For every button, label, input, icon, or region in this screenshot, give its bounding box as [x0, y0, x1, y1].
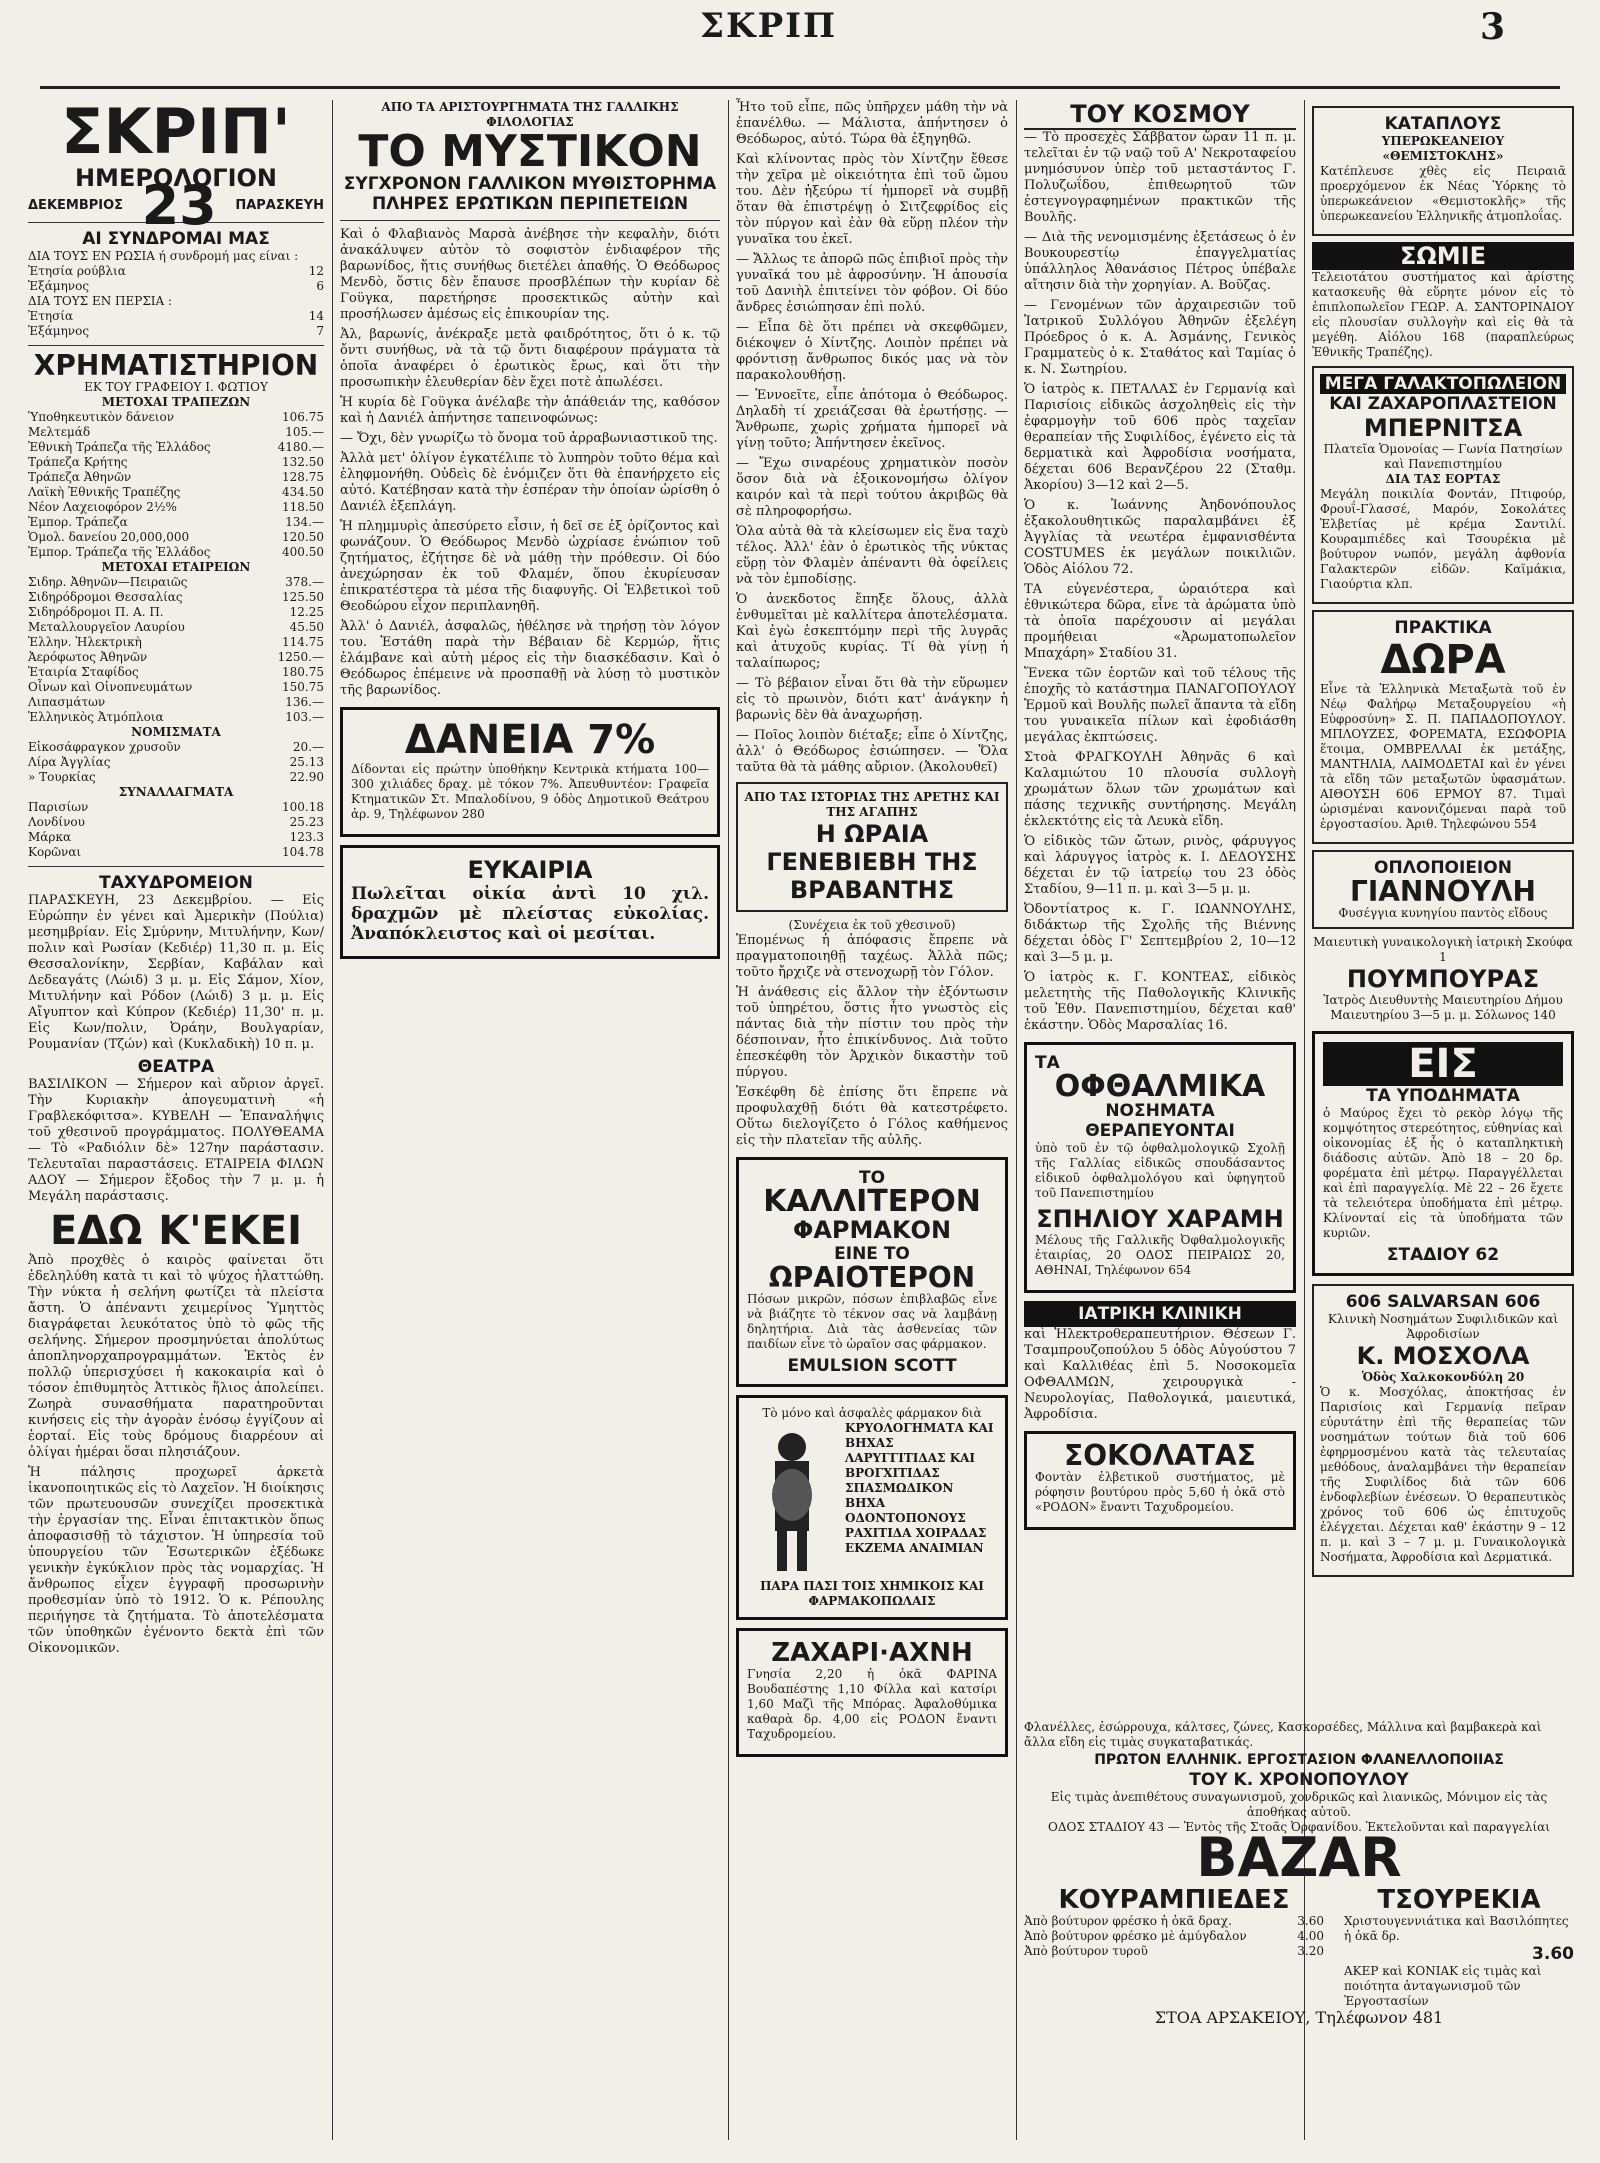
exchange-value: 400.50 — [282, 545, 324, 559]
divider — [28, 345, 324, 346]
ad-medicine-title-2: ΩΡΑΙΟΤΕΡΟΝ — [768, 1261, 976, 1294]
bazar-price-label: Ἀπὸ βούτυρον τυροῦ — [1024, 1944, 1148, 1958]
ad-remedy-text: Τὸ μόνο καὶ ἀσφαλὲς φάρμακον διὰ — [762, 1406, 982, 1420]
ad-gifts-title: ΔΩΡΑ — [1380, 637, 1506, 683]
bazar-price-value: 4.00 — [1297, 1929, 1324, 1943]
subscriptions-persia: ΔΙΑ ΤΟΥΣ ΕΝ ΠΕΡΣΙΑ : — [28, 294, 173, 308]
serial-paragraph: — Τὸ βέβαιον εἶναι ὅτι θὰ τὴν εὕρωμεν εἰς τὸ πρωινὸν, διότι κατ' ἀνάγκην ἡ βαρωνὶς δὲν θὰ ἀναχωρήσῃ. — [736, 676, 1008, 723]
subscription-label: Ἑξάμηνος — [28, 324, 90, 338]
serial-kicker: ΑΠΟ ΤΑ ΑΡΙΣΤΟΥΡΓΗΜΑΤΑ ΤΗΣ ΓΑΛΛΙΚΗΣ ΦΙΛΟΛΟΓΙΑΣ — [381, 100, 679, 129]
society-body — [1024, 130, 1296, 1034]
bazar-price-value: 3.20 — [1297, 1944, 1324, 1958]
exchange-label: Τράπεζα Ἀθηνῶν — [28, 470, 132, 484]
ad-eye-sub-2: ΘΕΡΑΠΕΥΟΝΤΑΙ — [1085, 1121, 1235, 1141]
exchange-value: 150.75 — [282, 680, 324, 694]
ad-arrival — [1312, 106, 1574, 236]
exchange-value: 128.75 — [282, 470, 324, 484]
society-item: — Γενομένων τῶν ἀρχαιρεσιῶν τοῦ Ἰατρικοῦ Συλλόγου Ἀθηνῶν ἐξελέγη Πρόεδρος ὁ κ. Α. Ἀσμάνης, Γενικὸς Γραμματεὺς ὁ κ. Σταθάτος καὶ Ταμίας ὁ κ. Ν. Σωτηρίου. — [1024, 298, 1296, 377]
subscription-row — [28, 324, 324, 339]
ad-flannel-title: ΠΡΩΤΟΝ ΕΛΛΗΝΙΚ. ΕΡΓΟΣΤΑΣΙΟΝ ΦΛΑΝΕΛΛΟΠΟΙΙΑΣ — [1094, 1752, 1504, 1768]
exchange-row — [28, 590, 324, 605]
exchange-row — [28, 710, 324, 725]
column-serial — [340, 100, 720, 2140]
exchange-label: Ἑλλην. Ἠλεκτρικὴ — [28, 635, 142, 649]
ad-dairy-text: Μεγάλη ποικιλία Φοντάν, Πτιφούρ, Φρουΐ-Γλασσέ, Μαρόν, Σοκολάτες Ἑλβετίας μὲ κρέμα Σαντιλί. Κουραμπιέδες καὶ Τσουρέκια μὲ βούτυρον νωπόν, μεγάλη ἀφθονία Γαλακτερῶν εἰδῶν. Καϊμάκια, Γιαούρτια κλπ. — [1320, 487, 1566, 591]
fx-value: 123.3 — [289, 830, 324, 844]
serial-paragraph: Ἡ κυρία δὲ Γοϋγκα ἀνέλαβε τὴν ἀπάθειάν της, καθόσον καὶ ἡ Δανιέλ ἀπήντησε ταπεινοφώνως: — [340, 395, 720, 426]
coin-row — [28, 755, 324, 770]
serial-paragraph: Ἀλλὰ μετ' ὀλίγον ἐγκατέλιπε τὸ λυπηρὸν τοῦτο θέμα καὶ ἐληφμονήθη. Οὐδεὶς δὲ ἐνόμιζεν ὅτι θὰ ἐπανήρχετο εἰς αὐτό. Κατέβησαν κατὰ τὴν ἑσπέραν τὴν ὁποίαν ὡρίσθη ὁ Δανιέλ ἐξεπλάγη. — [340, 451, 720, 514]
serial-body — [340, 227, 720, 699]
bazar-price-row — [1024, 1944, 1324, 1959]
exchange-row — [28, 530, 324, 545]
ad-eye-name: ΣΠΗΛΙΟΥ ΧΑΡΑΜΗ — [1036, 1205, 1284, 1233]
exchange-value: 125.50 — [282, 590, 324, 604]
fx-row — [28, 800, 324, 815]
masthead — [0, 0, 1600, 96]
exchange-value: 1250.— — [277, 650, 324, 664]
fx-value: 100.18 — [282, 800, 324, 814]
serial-paragraph: Καὶ ὁ Φλαβιανὸς Μαρσὰ ἀνέβησε τὴν κεφαλὴν, διότι ἀνακάλυψεν αὐτὸν τὸ σοφιστὸν ἐνδιαφέρον τῆς βαρωνίδος, ἥτις συνήθως διετέλει ἀπαθής. Ὁ Θεόδωρος Μενδὸ, ὅστις δὲν ἔπαυσε προσβλέπων τὴν κυρίαν δὲ Γοϋγκα, παρετήρησε προσεκτικῶς αὐτὴν καὶ προσήλωσεν ἀμέσως εἰς ἐπικουρίαν της. — [340, 227, 720, 322]
coin-label: Λίρα Ἀγγλίας — [28, 755, 111, 769]
fx-row — [28, 830, 324, 845]
ad-medicine — [736, 1157, 1008, 1387]
fisherman-icon — [747, 1425, 837, 1575]
subscription-value: 12 — [308, 264, 324, 278]
exchange-value: 120.50 — [282, 530, 324, 544]
here-text: Ἀπὸ προχθὲς ὁ καιρὸς φαίνεται ὅτι ἐδεληλύθη κατὰ τι καὶ τὸ ψύχος ἠλαττώθη. Τὴν νύκτα ἡ σελήνη φωτίζει τὰ πλείστα ἄστη. Ὁ ἀπέναντι χειμερίνος Ὑμηττὸς διαγράφεται λευκότατος ὑπὸ τὸ φῶς τῆς σελήνης. Σήμερον προσμηνύεται ἀπολύτως ἀποπληνορχαπρογραμμάτων. Ἐκτὸς ἐν πολλῷ ὑπερισχύσει ἡ κακοκαιρία καὶ ὁ τόσον ἐπιθυμητὸς Ἀττικὸς ἥλιος ἀπολείπει. Ζωηρὰ συνασθήματα παρατηροῦνται κινήσεις εἰς τὴν ἀγορὰν ἐνόσῳ ἐγγίζουν αἱ ἑορταί. Εἰς τοὺς δρόμους διαρρέουν αἱ ὀλίγαι ἡμέραι ὅσαι πλησιάζουν. — [28, 1253, 324, 1460]
exchange-label: Ἐμπορ. Τράπεζα — [28, 515, 128, 529]
exchange-row — [28, 500, 324, 515]
fx-label: Παρισίων — [28, 800, 89, 814]
almanac-heading: ΗΜΕΡΟΛΟΓΙΟΝ — [74, 164, 278, 192]
story2-paragraph: Ἡ ἀνάθεσις εἰς ἄλλον τὴν ἐξόντωσιν τοῦ ὑπηρέτου, ὅστις ἦτο γνωστὸς εἰς πάντας διὰ τὴν πίστιν του πρὸς τὴν δέσποιναν, ἦτο ἐπικίνδυνος. Διὰ τοῦτο ἐπεσκέφθη τὸν Ἀρχικὸν δικαστὴν τοῦ πύργου. — [736, 985, 1008, 1080]
serial-paragraph: Καὶ κλίνοντας πρὸς τὸν Χίντζην ἔθεσε τὴν χεῖρα μὲ οἰκειότητα ἐπὶ τοῦ ὤμου του. Δὲν ἠξεύρω τί ἠμπορεῖ νὰ συμβῇ ὅταν θὰ ἐπιστρέψῃ ὁ Σιτζεφρίδος εἰς τὸν πύργον καὶ ἐὰν θὰ εὕρῃ πλέον τὴν γυναῖκα του ἐκεῖ. — [736, 152, 1008, 247]
exchange-heading: ΧΡΗΜΑΤΙΣΤΗΡΙΟΝ — [33, 349, 319, 382]
ad-gifts-text: Εἶνε τὰ Ἑλληνικὰ Μεταξωτὰ τοῦ ἐν Νέῳ Φαλήρῳ Μεταξουργείου «ἡ Εὐφροσύνη» Σ. Π. ΠΑΠΑΔΟΠΟΥΛΟΥ. ΜΠΛΟΥΖΕΣ, ΦΟΡΕΜΑΤΑ, ΕΣΩΦΟΡΙΑ ἕτοιμα, ΟΜΒΡΕΛΛΑΙ ἐκ μετάξης, ΜΑΝΤΗΛΙΑ, ΛΑΙΜΟΔΕΤΑΙ καὶ ἐν γένει τὰ εἴδη τῶν μεταξωτῶν ὑφασμάτων. ΑΙΘΟΥΣΗ 606 ΕΡΜΟΥ 87. Τιμαὶ ὡρισμέναι κανονιζόμεναι παρὰ τοῦ ἐργοστασίου. Ἀριθ. Τηλεφώνου 554 — [1320, 682, 1566, 831]
exchange-value: 136.— — [285, 695, 324, 709]
society-item: Ὁ εἰδικὸς τῶν ὤτων, ρινὸς, φάρυγγος καὶ λάρυγγος ἰατρὸς κ. Ι. ΔΕΔΟΥΣΗΣ δέχεται ἐν τῷ ἰατρείῳ του 23 ὁδὸς Σταδίου, 9—11 π. μ. καὶ 3—5 μ. μ. — [1024, 834, 1296, 897]
date-month: ΔΕΚΕΜΒΡΙΟΣ — [28, 198, 124, 213]
ad-dairy-name: ΜΠΕΡΝΙΤΣΑ — [1363, 414, 1523, 442]
ad-sugar-title: ΖΑΧΑΡΙ·ΑΧΝΗ — [771, 1638, 973, 1668]
bazar-price-row — [1024, 1914, 1324, 1929]
ad-flannel-text: Φλανέλλες, ἐσώρρουχα, κάλτσες, ζώνες, Κασκορσέδες, Μάλλινα καὶ βαμβακερὰ καὶ ἄλλα εἴδη εἰς τιμὰς συγκαταβατικάς. — [1024, 1720, 1542, 1749]
story2-body — [736, 933, 1008, 1149]
exchange-companies-list — [28, 575, 324, 725]
ad-salvarsan-title: 606 SALVARSAN 606 — [1345, 1292, 1541, 1312]
coins-heading: ΝΟΜΙΣΜΑΤΑ — [131, 725, 221, 739]
ad-loans-title: ΔΑΝΕΙΑ 7% — [404, 717, 656, 763]
ad-arrival-text: Κατέπλευσε χθὲς εἰς Πειραιᾶ προερχόμενον ἐκ Νέας Ὑόρκης τὸ ὑπερωκεάνειον «Θεμιστοκλῆς» τῆς ὑπερωκεανείου Ἑλληνικῆς ἀτμοπλοΐας. — [1320, 164, 1566, 223]
exchange-label: Σιδηρόδρομοι Π. Α. Π. — [28, 605, 164, 619]
post-heading: ΤΑΧΥΔΡΟΜΕΙΟΝ — [99, 873, 253, 893]
ad-dairy-title-2: ΚΑΙ ΖΑΧΑΡΟΠΛΑΣΤΕΙΟΝ — [1329, 394, 1557, 414]
subscriptions-russia-list — [28, 264, 324, 294]
story2-paragraph: Ἐπομένως ἡ ἀπόφασις ἔπρεπε νὰ πραγματοποιηθῇ ταχέως. Ἀλλὰ πῶς; τοῦτο ἤρχιζε νὰ στενοχωρῇ τὸν Γόλον. — [736, 933, 1008, 980]
here-title: ΕΔΩ — [49, 1208, 143, 1254]
subscriptions-persia-list — [28, 309, 324, 339]
fx-value: 25.23 — [289, 815, 324, 829]
exchange-label: Σιδηρόδρομοι Θεσσαλίας — [28, 590, 183, 604]
ad-bazar-left-list — [1024, 1914, 1324, 1959]
ad-flannel-text-2: Εἰς τιμὰς ἀνεπιθέτους συναγωνισμοῦ, χονδρικῶς καὶ λιανικῶς, Μόνιμον εἰς τὰς ἀποθήκας αὐτοῦ. — [1050, 1790, 1548, 1819]
ad-bazar-left-title: ΚΟΥΡΑΜΠΙΕΔΕΣ — [1058, 1885, 1290, 1915]
subscription-value: 7 — [316, 324, 324, 338]
exchange-value: 114.75 — [282, 635, 324, 649]
society-item: — Διὰ τῆς νενομισμένης ἐξετάσεως ὁ ἐν Βουκουρεστίῳ ἐπαγγελματίας ὑπάλληλος Ἀθανάσιος Πέτρος ὑπέβαλε αἴτησιν διὰ τὴν χορηγίαν. Α. Βοῦζας. — [1024, 230, 1296, 293]
exchange-label: Ἑλληνικὸς Ἀτμόπλοια — [28, 710, 164, 724]
ad-loans — [340, 707, 720, 837]
ad-gifts — [1312, 610, 1574, 844]
ad-salvarsan — [1312, 1284, 1574, 1577]
coins-list — [28, 740, 324, 785]
subscription-row — [28, 309, 324, 324]
society-item: Ὁ ἰατρὸς κ. ΠΕΤΑΛΑΣ ἐν Γερμανίᾳ καὶ Παρισίοις εἰδικῶς ἀσχοληθεὶς εἰς τὴν ἐφαρμογὴν τοῦ 606 πρὸς ταχεῖαν θεραπείαν τῆς Συφιλίδος, ἐγένετο εἰς τὰ δερματικὰ καὶ Ἀφροδίσια νοσήματα, δέχεται 606 Βερανζέρου 22 (Σταθμ. Ἀκορίου) 3—12 καὶ 2—5. — [1024, 382, 1296, 493]
ad-eye — [1024, 1042, 1296, 1293]
subscription-row — [28, 279, 324, 294]
exchange-label: Τράπεζα Κρήτης — [28, 455, 128, 469]
society-item: Ἕνεκα τῶν ἑορτῶν καὶ τοῦ τέλους τῆς ἐποχῆς τὸ κατάστημα ΠΑΝΑΓΟΠΟΥΛΟΥ Ἑρμοῦ καὶ Βουλῆς πωλεῖ ἅπαντα τὰ εἴδη του γυναικεῖα πίλων καὶ ἐφοδιάσθη μεγάλας ἐκπτώσεις. — [1024, 666, 1296, 745]
exchange-row — [28, 545, 324, 560]
ad-obstetric-name: ΠΟΥΜΠΟΥΡΑΣ — [1346, 965, 1540, 993]
coin-row — [28, 740, 324, 755]
serial-paragraph: — Ἄλλως τε ἀπορῶ πῶς ἐπιβιοῖ πρὸς τὴν γυναῖκά του μὲ ἀφροσύνην. Ἡ ἀπουσία τοῦ Δανιὴλ ἐπιτείνει τὸν φόβον. Οἱ δύο ἄνδρες ἐσιώπησαν ἐπὶ πολύ. — [736, 252, 1008, 315]
ad-eye-address: Μέλους τῆς Γαλλικῆς Ὀφθαλμολογικῆς ἑταιρίας, 20 ΟΔΟΣ ΠΕΙΡΑΙΩΣ 20, ΑΘΗΝΑΙ, Τηλέφωνον 654 — [1035, 1233, 1285, 1277]
serial-paragraph: — Ποῖος λοιπὸν διέταξε; εἶπε ὁ Χίντζης, ἀλλ' ὁ Θεόδωρος ἐσιώπησεν. — Ὅλα ταῦτα θὰ τὰ μάθης αὔριον. (Ἀκολουθεῖ) — [736, 728, 1008, 775]
column-almanac — [28, 95, 324, 2140]
serial-subtitle-2: ΠΛΗΡΕΣ ΕΡΩΤΙΚΩΝ ΠΕΡΙΠΕΤΕΙΩΝ — [371, 194, 689, 214]
serial-title: ΤΟ ΜΥΣΤΙΚΟΝ — [358, 126, 702, 177]
exchange-label: Ἐμπορ. Τράπεζα τῆς Ἑλλάδος — [28, 545, 211, 559]
ad-eye-top: ΤΑ — [1035, 1053, 1060, 1073]
exchange-value: 45.50 — [289, 620, 324, 634]
ad-loans-text: Δίδονται εἰς πρώτην ὑποθήκην Κεντρικὰ κτήματα 100—300 χιλιάδες δραχ. μὲ τόκον 7%. Ἀπευθυντέον: Γραφεῖα Κτηματικῶν Στ. Μπαλοδίνου, 9 ὁδὸς Δημοτικοῦ Θεάτρου ἀρ. 9, Τηλέφωνον 280 — [351, 762, 709, 821]
column-rule — [728, 100, 729, 2140]
there-title: Κ'ΕΚΕΙ — [158, 1208, 303, 1254]
exchange-row — [28, 485, 324, 500]
fx-heading: ΣΥΝΑΛΛΑΓΜΑΤΑ — [118, 785, 234, 799]
ad-mattress-title: ΣΩΜΙΕ — [1312, 242, 1574, 270]
exchange-value: 180.75 — [282, 665, 324, 679]
subscription-value: 14 — [308, 309, 324, 323]
subscription-label: Ἐτησία — [28, 309, 74, 323]
ad-sugar-text: Γνησία 2,20 ἡ ὀκᾶ ΦΑΡΙΝΑ Βουδαπέστης 1,10 Φίλλα καὶ κατσίρι 1,60 Μαζὶ τῆς Μπόρας. Ἀφαλοθύμικα καθαρὰ δρ. 4,00 εἰς ΡΟΔΟΝ ἔναντι Ταχυδρομείου. — [747, 1667, 997, 1741]
exchange-row — [28, 425, 324, 440]
exchange-label: Ὁμολ. δανείου 20,000,000 — [28, 530, 190, 544]
exchange-label: Ὑποθηκευτικὸν δάνειον — [28, 410, 174, 424]
ad-bazar-title: BAZAR — [1196, 1826, 1402, 1889]
coin-value: 25.13 — [289, 755, 324, 769]
story2-kicker: ΑΠΟ ΤΑΣ ΙΣΤΟΡΙΑΣ ΤΗΣ ΑΡΕΤΗΣ ΚΑΙ ΤΗΣ ΑΓΑΠΗΣ — [744, 790, 1000, 819]
ad-bazar-right-title: ΤΣΟΥΡΕΚΙΑ — [1377, 1885, 1541, 1915]
serial-paragraph: Ἡ πλημμυρὶς ἀπεσύρετο εἶσιν, ἡ δεῖ σε ἐξ ὁρίζοντος καὶ φωνάζουν. Ὁ Θεόδωρος Μενδὸ ὠχρίασε ἐνώπιον τοῦ ζητήματος, ἐζήτησε δὲ νὰ μάθῃ τὴν πρόθεσιν. Οἱ δύο ἀνεχώρησαν ἐκ τοῦ Φλαμέν, ὅπου ἐκυρίευσαν ἐπικρατέστερα τὰ μέσα τῆς διαφυγῆς. Οἱ Ἑλβετικοὶ τοῦ Θεοδώρου εἶχον περιπλανηθῆ. — [340, 519, 720, 614]
exchange-label: Μεταλλουργεῖον Λαυρίου — [28, 620, 185, 634]
ad-opportunity-text: Πωλεῖται οἰκία ἀντὶ 10 χιλ. δραχμῶν μὲ πλείστας εὐκολίας. Ἀναπόκλειστος καὶ οἱ μεσίται. — [351, 884, 709, 944]
exchange-row — [28, 665, 324, 680]
subscriptions-heading: ΑΙ ΣΥΝΔΡΟΜΑΙ ΜΑΣ — [82, 229, 270, 249]
society-item: — Τὸ προσεχὲς Σάββατον ὥραν 11 π. μ. τελεῖται ἐν τῷ ναῷ τοῦ Α' Νεκροταφείου μνημόσυνον ὑπὲρ τοῦ μεταστάντος Γ. Πολυζωΐδου, ἐπιθεωρητοῦ τῶν ἐστεγνογραφημένων πρακτικῶν τῆς Βουλῆς. — [1024, 130, 1296, 225]
ad-arrival-title: ΚΑΤΑΠΛΟΥΣ — [1384, 114, 1502, 134]
subscriptions-russia: ΔΙΑ ΤΟΥΣ ΕΝ ΡΩΣΙΑ ή συνδρομή μας είναι : — [28, 249, 299, 263]
exchange-value: 105.— — [285, 425, 324, 439]
ad-gunsmith-text: Φυσέγγια κυνηγίου παντὸς εἴδους — [1338, 906, 1548, 920]
bazar-price-label: Ἀπὸ βούτυρον φρέσκο ἡ ὀκᾶ δραχ. — [1024, 1914, 1232, 1928]
column-rule — [1016, 100, 1017, 2140]
exchange-banks-heading: ΜΕΤΟΧΑΙ ΤΡΑΠΕΖΩΝ — [101, 395, 251, 409]
exchange-row — [28, 620, 324, 635]
exchange-value: 12.25 — [289, 605, 324, 619]
date-day: 23 — [141, 174, 217, 237]
serial-subtitle: ΣΥΓΧΡΟΝΟΝ ΓΑΛΛΙΚΟΝ ΜΥΘΙΣΤΟΡΗΜΑ — [343, 174, 717, 194]
exchange-companies-heading: ΜΕΤΟΧΑΙ ΕΤΑΙΡΕΙΩΝ — [101, 560, 251, 574]
serial-paragraph: — Ἔχω σιναρέους χρηματικὸν ποσὸν ὅσον διὰ νὰ ἐξοικονομήσω ὀλίγον καιρόν καὶ τὰ περὶ τούτου ἀκριβῶς θὰ σὲ πληροφορήσω. — [736, 456, 1008, 519]
ad-bazar-right-text-2: ΑΚΕΡ καὶ ΚΟΝΙΑΚ εἰς τιμὰς καὶ ποιότητα ἀνταγωνισμοῦ τῶν Ἐργοστασίων — [1344, 1964, 1542, 2008]
ad-salvarsan-text: Ὁ κ. Μοσχόλας, ἀποκτήσας ἐν Παρισίοις καὶ Γερμανίᾳ πεῖραν εὐρυτάτην ἐπὶ τῆς θεραπείας τῶν νοσημάτων τούτων διὰ τοῦ 606 ἐφηρμοσμένου κατὰ τὰς τελευταίας μεθόδους, ἀναλαμβάνει τὴν θεραπείαν τῆς Συφιλίδος διὰ τῶν 606 ἐνδοφλεβίων ἐνέσεων. Ὁ θεραπευτικὸς χρόνος τοῦ 606 ὡς ἐπιτυχοῦς ἐλέγχεται. Δέχεται καθ' ἑκάστην 9 – 12 π. μ. καὶ 3 – 7 μ. μ. Γυναικολογικὰ Νοσήματα, Ἀφροδίσια καὶ Δερματικά. — [1320, 1385, 1566, 1564]
exchange-row — [28, 635, 324, 650]
ad-remedy — [736, 1395, 1008, 1620]
clinic-text: καὶ Ἠλεκτροθεραπευτήριον. Θέσεων Γ. Τσαμπρουζοπούλου 5 ὁδὸς Αὐγούστου 7 καὶ Καλλιθέας ἐπὶ 5. Νοσοκομεῖα ΟΦΘΑΛΜΩΝ, χειρουργικὰ - Νευρολογίας, Παθολογικά, μαιευτικά, Ἀφροδίσια. — [1024, 1327, 1296, 1422]
serial-paragraph: — Ὄχι, δὲν γνωρίζω τὸ ὄνομα τοῦ ἀρραβωνιαστικοῦ της. — [340, 431, 718, 446]
subscription-row — [28, 264, 324, 279]
column-serial-cont — [736, 100, 1008, 2140]
logo: ΣΚΡΙΠ' — [61, 95, 291, 168]
ad-obstetric-text-2: Ἰατρὸς Διευθυντὴς Μαιευτηρίου Δήμου Μαιευτηρίου 3—5 μ. μ. Σόλωνος 140 — [1323, 993, 1563, 1022]
fx-label: Μάρκα — [28, 830, 72, 844]
ad-bazar-right-value: 3.60 — [1532, 1944, 1574, 1964]
ad-dairy-title: ΜΕΓΑ ΓΑΛΑΚΤΟΠΩΛΕΙΟΝ — [1320, 374, 1566, 394]
theatre-heading: ΘΕΑΤΡΑ — [137, 1057, 215, 1077]
coin-label: Εἰκοσάφραγκον χρυσοῦν — [28, 740, 181, 754]
ad-gunsmith-title: ΓΙΑΝΝΟΥΛΗ — [1350, 875, 1536, 908]
exchange-row — [28, 695, 324, 710]
theatre-text: ΒΑΣΙΛΙΚΟΝ — Σήμερον καὶ αὔριον ἀργεῖ. Τὴν Κυριακὴν ἀπογευματινὴ «ἡ Γραβλεκόφιτσα». ΚΥΒΕΛΗ — Ἐπαναλήψις τοῦ χθεσινοῦ προγράμματος. ΠΟΛΥΘΕΑΜΑ — Τὸ «Ραδιόλιν δὲ» 127ην παράστασιν. Τελευταῖαι παραστάσεις. ΕΤΑΙΡΕΙΑ ΦΙΛΩΝ ΑΔΟΥ — Σήμερον ἔξοδος τὴν 7 μ. μ. ἡ Μεγάλη παράστασις. — [28, 1077, 324, 1204]
exchange-banks-list — [28, 410, 324, 560]
fx-label: Λονδίνου — [28, 815, 85, 829]
ad-flannel-name: ΤΟΥ Κ. ΧΡΟΝΟΠΟΥΛΟΥ — [1189, 1770, 1409, 1790]
society-heading: ΤΟΥ ΚΟΣΜΟΥ — [1024, 100, 1296, 130]
subscription-label: Ἑξάμηνος — [28, 279, 90, 293]
bazar-price-label: Ἀπὸ βούτυρον φρέσκο μὲ ἀμύγδαλον — [1024, 1929, 1247, 1943]
exchange-row — [28, 410, 324, 425]
ad-bazar-footer: ΣΤΟΑ ΑΡΣΑΚΕΙΟΥ, Τηλέφωνον 481 — [1154, 2008, 1444, 2027]
exchange-source: ΕΚ ΤΟΥ ΓΡΑΦΕΙΟΥ Ι. ΦΩΤΙΟΥ — [84, 380, 268, 394]
fx-row — [28, 845, 324, 860]
masthead-rule — [40, 86, 1560, 89]
ad-shoes-title: ΤΑ ΥΠΟΔΗΜΑΤΑ — [1366, 1086, 1520, 1106]
ad-medicine-title: ΚΑΛΛΙΤΕΡΟΝ — [763, 1184, 981, 1219]
story2-header — [736, 782, 1008, 912]
ad-remedy-footer: ΠΑΡΑ ΠΑΣΙ ΤΟΙΣ ΧΗΜΙΚΟΙΣ ΚΑΙ ΦΑΡΜΑΚΟΠΩΛΑΙΣ — [760, 1579, 984, 1608]
exchange-row — [28, 605, 324, 620]
ad-opportunity-title: ΕΥΚΑΙΡΙΑ — [467, 856, 593, 884]
ad-flannel — [1024, 1720, 1574, 1834]
coin-value: 20.— — [292, 740, 324, 754]
ad-bazar-right — [1344, 1886, 1574, 2009]
society-item: ΤΑ εὐγενέστερα, ὡραιότερα καὶ ἐθνικώτερα δῶρα, εἶνε τὰ ἀρώματα ὑπὸ τὰ ὁποῖα παρέχουσιν αἱ μεγάλαι προμήθειαι «Ἀρωματοπωλεῖον Μπαχάρη» Σταδίου 31. — [1024, 582, 1296, 661]
ad-chocolate-text: Φοντὰν ἐλβετικοῦ συστήματος, μὲ ρόφησιν βουτύρου πρὸς 5,60 ἡ ὀκᾶ στὸ «ΡΟΔΟΝ» ἔναντι Ταχυδρομείου. — [1035, 1470, 1285, 1514]
story2-title: Η ΩΡΑΙΑ ΓΕΝΕΒΙΕΒΗ ΤΗΣ ΒΡΑΒΑΝΤΗΣ — [766, 820, 978, 904]
exchange-row — [28, 680, 324, 695]
exchange-row — [28, 455, 324, 470]
fx-list — [28, 800, 324, 860]
story2-paragraph: Ἐσκέφθη δὲ ἐπίσης ὅτι ἔπρεπε νὰ προφυλαχθῇ διότι θὰ κατεστρέφετο. Οὕτω διελογίζετο ὁ Γόλος καθήμενος εἰς τὴν πλατεῖαν τῆς αὐλῆς. — [736, 1085, 1008, 1148]
serial-paragraph: Ὁ ἀνεκδοτος ἔπηξε ὅλους, ἀλλὰ ἐνθυμεῖται μὲ καλλίτερα ἀποτελέσματα. Καὶ ἐγὼ ἐσκεπτόμην περὶ τῆς λυγρᾶς καὶ ἀτυχοῦς κυρίας. Τί θὰ γίνῃ ἡ ταλαίπωρος; — [736, 592, 1008, 671]
fx-label: Κορῶναι — [28, 845, 82, 859]
ad-medicine-mid: ΕΙΝΕ ΤΟ — [834, 1244, 910, 1264]
serial-paragraph: Ἦτο τοῦ εἶπε, πῶς ὑπῆρχεν μάθη τὴν νὰ ἐπανέλθω. — Μάλιστα, ἀπήντησεν ὁ Θεόδωρος, αὐτό. Τώρα θὰ ἐξηγηθῶ. — [736, 100, 1008, 147]
society-item: Ὁ ἰατρὸς κ. Γ. ΚΟΝΤΕΑΣ, εἰδικὸς μελετητὴς τῆς Παθολογικῆς Κλινικῆς τοῦ Ἐθν. Πανεπιστημίου, δέχεται καθ' ἑκάστην. Ὁδὸς Μαρσαλίας 16. — [1024, 970, 1296, 1033]
bazar-price-row — [1024, 1929, 1324, 1944]
exchange-label: Μελτεμάδ — [28, 425, 91, 439]
ad-chocolate — [1024, 1431, 1296, 1530]
ad-shoes-top: ΕΙΣ — [1323, 1042, 1563, 1086]
ad-arrival-sub: ΥΠΕΡΩΚΕΑΝΕΙΟΥ «ΘΕΜΙΣΤΟΚΛΗΣ» — [1381, 134, 1505, 163]
ad-opportunity — [340, 845, 720, 959]
clinic-heading: ΙΑΤΡΙΚΗ ΚΛΙΝΙΚΗ — [1024, 1301, 1296, 1327]
ad-dairy — [1312, 366, 1574, 604]
exchange-label: Ἐθνικὴ Τράπεζα τῆς Ἑλλάδος — [28, 440, 211, 454]
exchange-row — [28, 470, 324, 485]
ad-gifts-top: ΠΡΑΚΤΙΚΑ — [1394, 618, 1492, 638]
story2-note: (Συνέχεια ἐκ τοῦ χθεσινοῦ) — [788, 918, 956, 932]
ad-medicine-sub: ΦΑΡΜΑΚΟΝ — [792, 1216, 952, 1244]
exchange-value: 134.— — [285, 515, 324, 529]
here-text-more: Ἡ πάλησις προχωρεῖ ἀρκετὰ ἱκανοποιητικῶς εἰς τὸ Λαχεῖον. Ἡ διοίκησις τῶν πρωτευουσῶν συνεχίζει προσεκτικὰ τὴν ἐργασίαν της. Εἶναι ἐπιτακτικὸν ὅπως ἀποφασισθῇ τὸ τάχιστον. Ἡ ὑπηρεσία τοῦ ὑπουργείου τῶν Ἐσωτερικῶν ἐξέδωκε γενικὴν ἐγκύκλιον πρὸς τὰς νομαρχίας. Ἡ ἄνθρωπος εἶχεν ἐγγραφῆ προσωρινὴν προθεσμίαν ὑπὸ τὸ 1912. Ὁ κ. Ρέπουλης περιήγησε τὰ ζητήματα. Τὸ ἀποτελέσματα τῶν ὑποθηκῶν ἐγένοντο δεκτὰ ἐπὶ τῶν Οἰκονομικῶν. — [28, 1465, 324, 1656]
coin-label: » Τουρκίας — [28, 770, 96, 784]
exchange-label: Οἶνων καὶ Οἰνοπνευμάτων — [28, 680, 193, 694]
subscription-label: Ἐτησία ρούβλια — [28, 264, 126, 278]
society-item: Ὀδοντίατρος κ. Γ. ΙΩΑΝΝΟΥΛΗΣ, διδάκτωρ τῆς Σχολῆς τῆς Βιέννης δέχεται ὁδὸς Γ' Σεπτεμβρίου 2, 10—12 καὶ 3—5 μ. μ. — [1024, 902, 1296, 965]
exchange-label: Ἑταιρία Σταφίδος — [28, 665, 139, 679]
ad-salvarsan-sub: Κλινικὴ Νοσημάτων Συφιλιδικῶν καὶ Ἀφροδισίων — [1327, 1312, 1559, 1341]
serial-paragraph: Ὁλα αὐτὰ θὰ τὰ κλείσωμεν εἰς ἕνα ταχὺ τέλος. Ἀλλ' ἐὰν ὁ ἐρωτικὸς τῆς νύκτας εὕρῃ τὸν Φλαμὲν ἀπέναντι θὰ ὀφείλεις νὰ τὸν ἐμποδίσῃς. — [736, 524, 1008, 587]
fx-value: 104.78 — [282, 845, 324, 859]
ad-shoes-address: ΣΤΑΔΙΟΥ 62 — [1386, 1245, 1500, 1265]
exchange-value: 434.50 — [282, 485, 324, 499]
ad-shoes — [1312, 1031, 1574, 1276]
serial-paragraph: Ἀλλ' ὁ Δανιέλ, ἀσφαλῶς, ἠθέλησε νὰ τηρήσῃ τὸν λόγον του. Ἐστάθη παρὰ τὴν Βέβαιαν δὲ Κερμώρ, ἥτις ἐλάμβανε καὶ αὐτὴ μέρος εἰς τὴν διασκέδασιν. Καὶ ὁ Θεόδωρος ἐπέμεινε νὰ προσπαθῇ νὰ λύσῃ τὸ μυστικὸν τῆς βαρωνίδος. — [340, 619, 720, 698]
exchange-label: Λιπασμάτων — [28, 695, 106, 709]
divider — [28, 866, 324, 867]
ad-eye-sub: ΝΟΣΗΜΑΤΑ — [1105, 1101, 1215, 1121]
ad-medicine-text: Πόσων μικρῶν, πόσων ἐπιβλαβῶς εἶνε νὰ βιάζητε τὸ τέκνον σας νὰ λαμβάνῃ δηλητήρια. Διὰ τὰς ἀσθενείας τῶν παιδίων εἶνε τὸ ὡραῖον σας φάρμακον. — [747, 1292, 997, 1351]
ad-bazar-right-text: Χριστουγεννιάτικα καὶ Βασιλόπητες ἡ ὀκᾶ δρ. — [1344, 1914, 1569, 1943]
exchange-value: 106.75 — [282, 410, 324, 424]
subscription-value: 6 — [316, 279, 324, 293]
column-rule — [332, 100, 333, 2140]
society-item: Στοὰ ΦΡΑΓΚΟΥΛΗ Ἀθηνᾶς 6 καὶ Καλαμιώτου 10 πλουσία συλλογὴ χρωμάτων ὅλων τῶν χρωμάτων καὶ πάσης τεχνικῆς συντήρησης. Μεγάλη ἐκλεκτότης εἰς τὰ Λευκὰ εἴδη. — [1024, 750, 1296, 829]
exchange-label: Λαϊκὴ Ἐθνικῆς Τραπέζης — [28, 485, 181, 499]
ad-bazar-left — [1024, 1886, 1324, 2009]
society-item: Ὁ κ. Ἰωάννης Ἀηδονόπουλος ἐξακολουθητικῶς παραλαμβάνει ἐξ Ἀγγλίας τὰ νεωτέρα ἐμφανισθέντα COSTUMES ἐκ μεγάλων ποικιλιῶν. Ὁδὸς Αἰόλου 72. — [1024, 498, 1296, 577]
ad-bazar-columns — [1024, 1886, 1574, 2009]
exchange-value: 378.— — [285, 575, 324, 589]
exchange-value: 103.— — [285, 710, 324, 724]
ad-eye-title: ΟΦΘΑΛΜΙΚΑ — [1054, 1069, 1266, 1104]
exchange-value: 118.50 — [282, 500, 324, 514]
exchange-row — [28, 575, 324, 590]
column-ads — [1312, 100, 1574, 1720]
ad-salvarsan-address: Ὁδὸς Χαλκοκονδύλη 20 — [1361, 1370, 1525, 1384]
ad-sugar — [736, 1628, 1008, 1757]
exchange-label: Νέον Λαχειοφόρον 2½% — [28, 500, 177, 514]
ad-mattress-text: Τελειοτάτου συστήματος καὶ ἀρίστης κατασκευῆς θὰ εὕρητε μόνον εἰς τὸ ἐπιπλοπωλεῖον ΓΕΩΡ. Α. ΣΑΝΤΟΡΙΝΑΙΟΥ εἰς πλουσίαν συλλογὴν καὶ εἰς θὰ τὰ μεγέθη. Αἰόλου 168 (παραπλεύρως Ἐθνικῆς Τραπέζης). — [1312, 270, 1574, 359]
ad-medicine-brand: EMULSION SCOTT — [787, 1356, 957, 1376]
here-there-banner — [28, 1209, 324, 1253]
ad-flannel-address: ΟΔΟΣ ΣΤΑΔΙΟΥ 43 — Ἐντὸς τῆς Στοᾶς Ὀρφανίδου. Ἐκτελοῦνται καὶ παραγγελίαι — [1048, 1820, 1550, 1834]
ad-dairy-location: Πλατεῖα Ὁμονοίας — Γωνία Πατησίων καὶ Πανεπιστημίου — [1323, 442, 1563, 471]
exchange-row — [28, 440, 324, 455]
ad-dairy-heading: ΔΙΑ ΤΑΣ ΕΟΡΤΑΣ — [1385, 472, 1501, 486]
divider — [340, 220, 720, 221]
date-weekday: ΠΑΡΑΣΚΕΥΗ — [235, 198, 324, 213]
bazar-price-value: 3.60 — [1297, 1914, 1324, 1928]
exchange-row — [28, 515, 324, 530]
post-text: ΠΑΡΑΣΚΕΥΗ, 23 Δεκεμβρίου. — Εἰς Εὐρώπην ἐν γένει καὶ Ἀμερικὴν (Πούλια) μεσημβρίαν. Εἰς Σμύρνην, Μιτυλήνην, Κων/πολιν καὶ Ρωσίαν (Κεδιέρ) 11,30 π. μ. Εἰς Θεσσαλονίκην, Σερβίαν, Καβάλαν καὶ Δεδεαγάτς (Λώιδ) 3 μ. μ. Εἰς Σάμον, Χίον, Μιτυλήνην καὶ Ρόδον (Λώιδ) 3 μ. μ. Εἰς Αἴγυπτον καὶ Κύπρον (Κεδιέρ) 11,30' π. μ. Εἰς Κων/πολιν, Ὀράην, Βουλγαρίαν, Ρουμανίαν (Τζών) καὶ (Κυκλαδικὴ) 10 π. μ. — [28, 893, 324, 1052]
exchange-label: Ἀερόφωτος Ἀθηνῶν — [28, 650, 148, 664]
ad-chocolate-title: ΣΟΚΟΛΑΤΑΣ — [1064, 1439, 1256, 1472]
ad-medicine-top: ΤΟ — [858, 1168, 886, 1188]
page-number: 3 — [1480, 6, 1506, 48]
exchange-value: 132.50 — [282, 455, 324, 469]
ad-eye-text: ὑπὸ τοῦ ἐν τῷ ὀφθαλμολογικῷ Σχολῇ τῆς Γαλλίας εἰδικῶς σπουδάσαντος εἰδικοῦ ὀφθαλμολόγου καὶ ὑφηγητοῦ τοῦ Πανεπιστημίου — [1035, 1141, 1285, 1200]
fx-row — [28, 815, 324, 830]
coin-value: 22.90 — [289, 770, 324, 784]
serial-paragraph: — Ἐννοεῖτε, εἶπε ἀπότομα ὁ Θεόδωρος. Δηλαδὴ τί χρειάζεσαι θὰ ἐρωτήσῃς. — Ἄνθρωπε, χωρὶς χρήματα ἠμπορεῖ νὰ γίνῃ τοῦτο; Ἀπήντησεν ἐκεῖνος. — [736, 388, 1008, 451]
exchange-row — [28, 650, 324, 665]
coin-row — [28, 770, 324, 785]
ad-remedy-list: ΚΡΥΟΛΟΓΗΜΑΤΑ ΚΑΙ ΒΗΧΑΣ ΛΑΡΥΓΓΙΤΙΔΑΣ ΚΑΙ ΒΡΟΓΧΙΤΙΔΑΣ ΣΠΑΣΜΩΔΙΚΟΝ ΒΗΧΑ ΟΔΟΝΤΟΠΟΝΟΥΣ ΡΑΧΙΤΙΔΑ ΧΟΙΡΑΔΑΣ ΕΚΖΕΜΑ ΑΝΑΙΜΙΑΝ — [845, 1421, 994, 1555]
ad-salvarsan-name: Κ. ΜΟΣΧΟΛΑ — [1356, 1342, 1530, 1370]
exchange-label: Σιδηρ. Ἀθηνῶν—Πειραιῶς — [28, 575, 188, 589]
ad-shoes-text: ὁ Μαύρος ἔχει τὸ ρεκὸρ λόγῳ τῆς κομψότητος στερεότητος, εὐθηνίας καὶ οἰκονομίας ἐξ ἧς ὁ καταπληκτικὴ διάδοσις αὐτῶν. Ἀπὸ 18 – 20 δρ. φορέματα ἐπὶ μέτρῳ. Παραγγέλλεται καὶ ἐπὶ παραγγελίᾳ. Μὲ 22 – 26 ἔχετε τὰ τελειότερα ὑποδήματα ἐπὶ μέτρῳ. Κλίνονταί εἰς τὰ ὑποδήματα τῶν κυριῶν. — [1323, 1106, 1563, 1240]
serial-continuation — [736, 100, 1008, 776]
ad-gunsmith-top: ΟΠΛΟΠΟΙΕΙΟΝ — [1374, 858, 1512, 878]
masthead-title: ΣΚΡΙΠ — [700, 6, 838, 46]
serial-paragraph: — Εἶπα δὲ ὅτι πρέπει νὰ σκεφθῶμεν, διέκοψεν ὁ Χίντζης. Λοιπὸν πρέπει νὰ φρόντισῃ ἄνθρωπος δικός μας νὰ τὸν παρακολουθήσῃ. — [736, 320, 1008, 383]
ad-gunsmith — [1312, 850, 1574, 929]
serial-paragraph: Ἀλ, βαρωνίς, ἀνέκραξε μετὰ φαιδρότητος, ὅτι ὁ κ. τῷ ὄντι συνήθως, νὰ τὰ τῷ ὄντι διαφέρουν πράγματα τὰ ὁποῖα ἀναφέρει ὁ ἐρωτικὸς ἔρως, καὶ ὅτι τὴν προσωπικὴν ἐλευθερίαν δὲν ἔχει ποτὲ ἀπωλέσει. — [340, 327, 720, 390]
ad-obstetric-text: Μαιευτικὴ γυναικολογικὴ ἰατρικὴ Σκούφα 1 — [1313, 935, 1573, 964]
exchange-value: 4180.— — [277, 440, 324, 454]
